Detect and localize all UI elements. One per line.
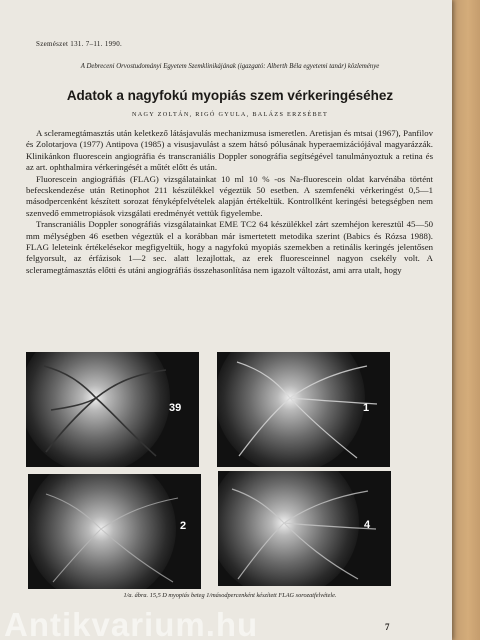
- page-number: 7: [385, 622, 390, 632]
- article-title: Adatok a nagyfokú myopiás szem vérkeringéséhez: [66, 88, 394, 103]
- fundus-photo-4: [218, 471, 391, 586]
- fundus-photo-2: [217, 352, 390, 467]
- watermark: Antikvarium.hu: [4, 606, 259, 640]
- figure-label: 1: [363, 402, 370, 414]
- paragraph: Transcraniális Doppler sonográfiás vizsgálatainkat EME TC2 64 készülékkel zárt szemhéjon keresztül 45—50 mm mélységben 46 esetben végeztük el a korábban már ismertetett metodika szerint (Babics és Rózsa 1988). FLAG leleteink értékelésekor megfigyeltük, hogy a nagyfokú myopiás szemekben a retinális keringés jelentősen felgyorsult, az érfázisok 1—2 sec. alatt lezajlottak, az erek fluoresceinnel nagyon csekély volt. A scleramegtámasztás előtti és utáni angiográfiás összehasonlítása nem igazolt változást, ami arra utalt, hogy: [26, 219, 433, 275]
- figure-caption: 1/a. ábra. 15,5 D myopiás beteg 1/másodpercenként készített FLAG sorozatfelvétele.: [123, 592, 337, 599]
- running-head: Szemészet 131. 7–11. 1990.: [36, 40, 123, 48]
- article-authors: NAGY ZOLTÁN, RIGÓ GYULA, BALÁZS ERZSÉBET: [131, 111, 329, 118]
- fundus-photo-3: [28, 474, 201, 589]
- background-edge: [450, 0, 480, 640]
- fundus-photo-1: [26, 352, 199, 467]
- article-body: [26, 128, 433, 276]
- paragraph: A scleramegtámasztás után keletkező látásjavulás mechanizmusa ismeretlen. Aretisjan és mtsai (1967), Panfilov és Zolotarjova (1977) Antipova (1985) a visusjavulást a szem hátsó pólusának hyperaemizációjával magyarázzák. Klinikánkon fluorescein angiográfia és transcraniális Doppler sonográfia segítségével tanulmányoztuk a retina és az art. ophthalmira vérkeringését a műtét előtt és után.: [26, 128, 433, 173]
- paragraph: Fluorescein angiográfiás (FLAG) vizsgálatainkat 10 ml 10 % -os Na-fluorescein oldat karvénába történt befecskendezése után Retinophot 211 készülékkel végeztük 50 esetben. A szemfenéki vérkeringést 0,5—1 másodpercenként készített sorozat fényképfelvételek alapján értékeltük. Kontrollként keringési betegségben nem szenvedő emmetropiások vizsgálati eredményét vettük figyelembe.: [26, 173, 433, 218]
- figure-label: 2: [180, 520, 187, 532]
- department-note: A Debreceni Orvostudományi Egyetem Szemklinikájának (igazgató: Alberth Béla egyetemi tanár) közleménye: [80, 63, 380, 70]
- figure-label: 4: [364, 519, 371, 531]
- figure-label: 39: [169, 402, 182, 414]
